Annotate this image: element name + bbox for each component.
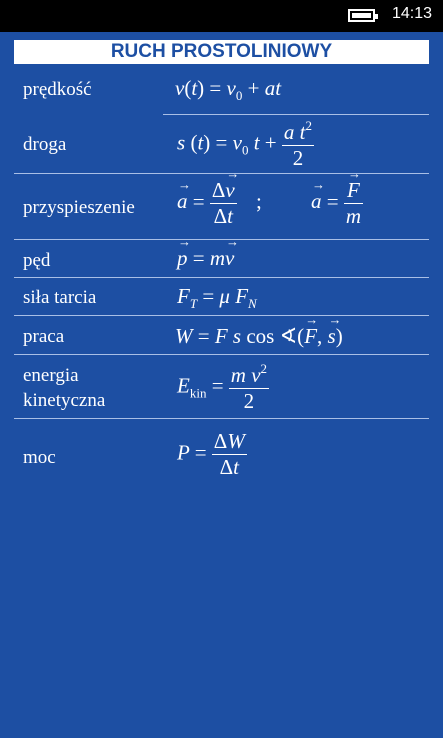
formula-energia-kinetyczna: $E_{kin}$ = $\frac{m v^2}{2}$ xyxy=(177,361,268,413)
formula-sila-tarcia: $F_T = \mu$ $F_N$ xyxy=(177,284,257,311)
formula-moc: P = $\frac{\Delta W}{\Delta t}$ xyxy=(177,429,245,479)
separator xyxy=(14,315,429,316)
label-energia: energia xyxy=(23,365,79,386)
formula-praca: W = F s cos ∢(→ F, → s) xyxy=(175,324,343,349)
separator xyxy=(14,173,429,174)
formula-przyspieszenie: → a = $\frac{\Delta\to v}{\Delta t}$ ; → a = → $\frac{F}{m}$ xyxy=(177,178,363,229)
label-praca: praca xyxy=(23,326,65,347)
label-moc: moc xyxy=(23,447,56,468)
label-predkosc: prędkość xyxy=(23,79,92,100)
separator xyxy=(14,418,429,419)
label-kinetyczna: kinetyczna xyxy=(23,390,106,411)
label-droga: droga xyxy=(23,134,67,155)
label-sila-tarcia: siła tarcia xyxy=(23,287,97,308)
label-ped: pęd xyxy=(23,250,51,271)
formula-ped: → p = m→ v xyxy=(177,246,234,271)
status-bar xyxy=(0,0,443,32)
label-przyspieszenie: przyspieszenie xyxy=(23,197,135,218)
separator xyxy=(14,277,429,278)
formula-predkosc: $v(t) = v_0$ + at xyxy=(175,76,282,103)
separator xyxy=(14,354,429,355)
separator xyxy=(163,114,429,115)
separator xyxy=(14,239,429,240)
formula-droga: s $(t) = v_0$ t + $\frac{a t^2}{2}$ xyxy=(177,118,312,170)
status-time: 14:13 xyxy=(392,5,433,22)
battery-icon xyxy=(348,9,375,22)
page-title: RUCH PROSTOLINIOWY xyxy=(14,40,429,64)
